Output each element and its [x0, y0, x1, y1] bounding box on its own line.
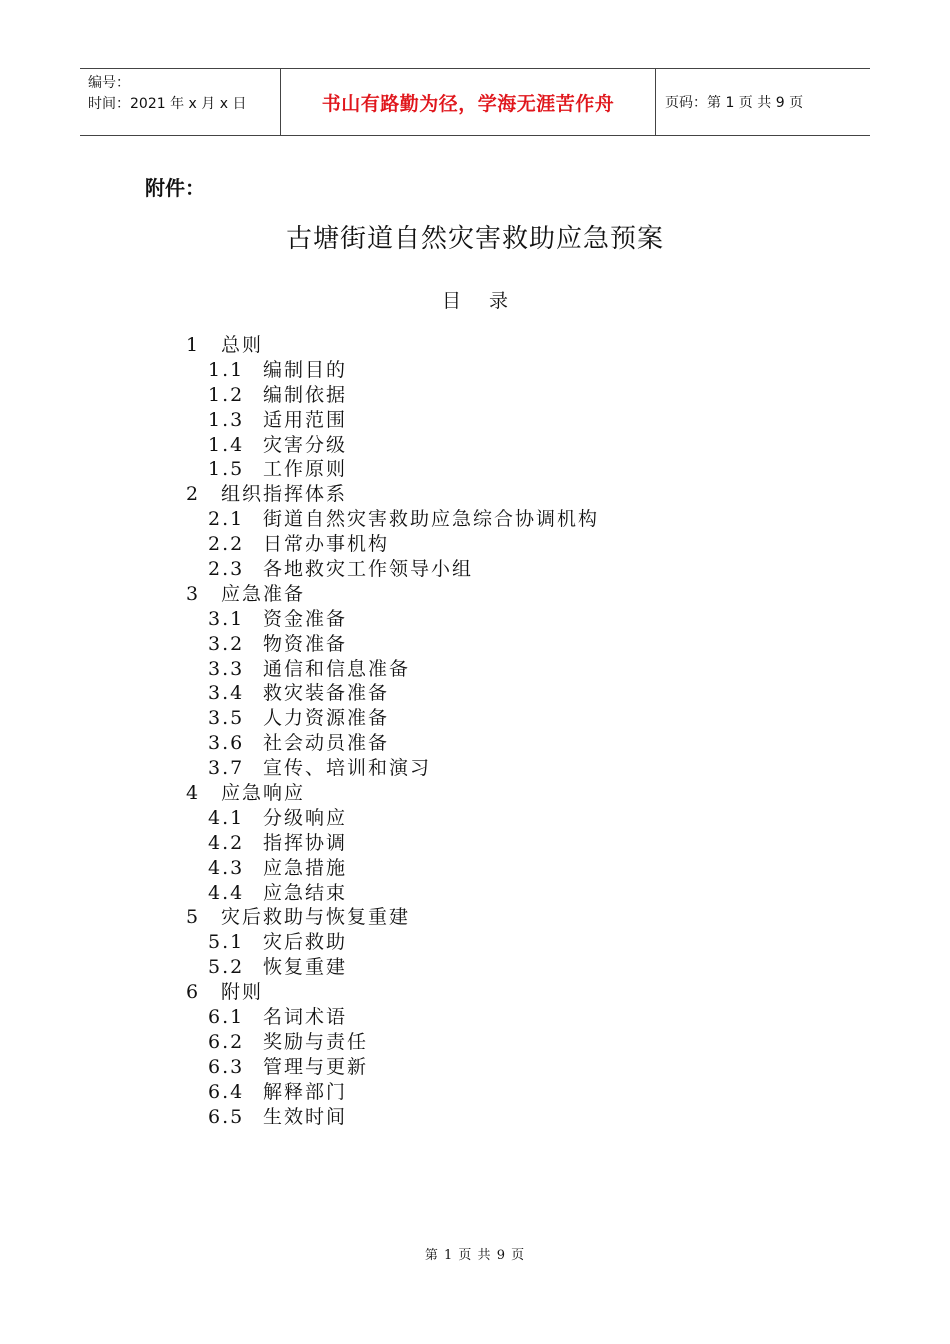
toc-text: 奖励与责任: [263, 1030, 369, 1053]
toc-number: 3.1: [208, 607, 245, 630]
toc-subsection: [186, 383, 599, 408]
toc-number: 2.2: [208, 533, 245, 556]
toc-subsection: [186, 1105, 599, 1130]
toc-section: [186, 482, 599, 507]
page-footer: 第 1 页 共 9 页: [424, 1248, 526, 1263]
toc-subsection: [186, 557, 599, 582]
toc-number: 1.2: [208, 383, 245, 406]
toc-heading-right: 录: [489, 290, 509, 312]
toc-subsection: [186, 756, 599, 781]
toc-section: [186, 781, 599, 806]
header-page-info: 页码：第 1 页 共 9 页: [665, 95, 804, 111]
toc-subsection: [186, 408, 599, 433]
toc-text: 解释部门: [263, 1080, 348, 1103]
toc-subsection: [186, 607, 599, 632]
toc-section: [186, 333, 599, 358]
toc-subsection: [186, 1055, 599, 1080]
toc-number: 4.1: [208, 806, 245, 829]
toc-text: 工作原则: [263, 458, 348, 481]
toc-text: 组织指挥体系: [221, 483, 348, 506]
toc-text: 附则: [221, 981, 264, 1004]
toc-subsection: [186, 433, 599, 458]
toc-subsection: [186, 358, 599, 383]
toc-subsection: [186, 1080, 599, 1105]
toc-text: 街道自然灾害救助应急综合协调机构: [263, 508, 600, 531]
toc-number: 2.3: [208, 558, 245, 581]
toc-text: 灾后救助与恢复重建: [221, 906, 411, 929]
toc-text: 分级响应: [263, 806, 348, 829]
toc-subsection: [186, 681, 599, 706]
toc-number: 4.3: [208, 856, 245, 879]
toc-number: 6.5: [208, 1105, 245, 1128]
toc-number: 3.4: [208, 682, 245, 705]
toc-number: 5: [186, 906, 201, 929]
toc-text: 编制目的: [263, 358, 348, 381]
toc-subsection: [186, 1005, 599, 1030]
toc-number: 3.2: [208, 632, 245, 655]
toc-number: 4.2: [208, 831, 245, 854]
page-header: [80, 68, 870, 136]
toc-text: 指挥协调: [263, 831, 348, 854]
attachment-label: 附件：: [145, 176, 205, 200]
toc-heading: [0, 286, 950, 313]
toc-subsection: [186, 731, 599, 756]
toc-text: 灾害分级: [263, 433, 348, 456]
toc-text: 通信和信息准备: [263, 657, 411, 680]
toc-number: 4.4: [208, 881, 245, 904]
toc-text: 应急措施: [263, 856, 348, 879]
toc-number: 3.7: [208, 757, 245, 780]
toc-subsection: [186, 457, 599, 482]
toc-number: 1: [186, 334, 201, 356]
toc-heading-left: 目: [441, 290, 461, 312]
header-number-label: 编号：: [88, 75, 130, 91]
toc-subsection: [186, 930, 599, 955]
toc-subsection: [186, 532, 599, 557]
toc-number: 2.1: [208, 508, 245, 531]
toc-number: 6: [186, 981, 201, 1004]
header-motto: 书山有路勤为径，学海无涯苦作舟: [280, 69, 656, 135]
toc-section: [186, 980, 599, 1005]
table-of-contents: [186, 333, 599, 1130]
toc-number: 2: [186, 483, 201, 506]
toc-number: 6.2: [208, 1030, 245, 1053]
toc-number: 1.3: [208, 408, 245, 431]
toc-number: 3.6: [208, 732, 245, 755]
toc-section: [186, 582, 599, 607]
toc-number: 1.5: [208, 458, 245, 481]
document-title: 古塘街道自然灾害救助应急预案: [285, 224, 664, 254]
header-meta: [80, 69, 280, 135]
toc-text: 人力资源准备: [263, 707, 390, 730]
toc-number: 6.1: [208, 1006, 245, 1029]
toc-number: 3.3: [208, 657, 245, 680]
toc-number: 1.4: [208, 433, 245, 456]
toc-text: 名词术语: [263, 1006, 348, 1029]
toc-number: 4: [186, 782, 201, 805]
toc-number: 6.4: [208, 1080, 245, 1103]
toc-subsection: [186, 831, 599, 856]
toc-text: 应急响应: [221, 782, 306, 805]
toc-section: [186, 905, 599, 930]
toc-text: 恢复重建: [263, 956, 348, 979]
toc-subsection: [186, 806, 599, 831]
toc-text: 应急结束: [263, 881, 348, 904]
toc-text: 应急准备: [221, 582, 306, 605]
toc-subsection: [186, 955, 599, 980]
toc-subsection: [186, 706, 599, 731]
toc-text: 生效时间: [263, 1105, 348, 1128]
toc-number: 6.3: [208, 1055, 245, 1078]
toc-text: 编制依据: [263, 383, 348, 406]
toc-subsection: [186, 1030, 599, 1055]
toc-number: 5.2: [208, 956, 245, 979]
toc-subsection: [186, 657, 599, 682]
toc-text: 社会动员准备: [263, 732, 390, 755]
toc-text: 宣传、培训和演习: [263, 757, 432, 780]
toc-text: 各地救灾工作领导小组: [263, 558, 474, 581]
toc-text: 管理与更新: [263, 1055, 369, 1078]
toc-number: 3.5: [208, 707, 245, 730]
toc-text: 灾后救助: [263, 931, 348, 954]
toc-text: 救灾装备准备: [263, 682, 390, 705]
toc-text: 日常办事机构: [263, 533, 390, 556]
toc-subsection: [186, 632, 599, 657]
toc-number: 3: [186, 582, 201, 605]
toc-subsection: [186, 507, 599, 532]
toc-subsection: [186, 856, 599, 881]
toc-text: 总则: [221, 334, 264, 356]
header-time-label: 时间：2021 年 x 月 x 日: [88, 96, 247, 112]
toc-number: 5.1: [208, 931, 245, 954]
toc-text: 物资准备: [263, 632, 348, 655]
toc-subsection: [186, 881, 599, 906]
toc-text: 适用范围: [263, 408, 348, 431]
toc-number: 1.1: [208, 358, 245, 381]
toc-text: 资金准备: [263, 607, 348, 630]
